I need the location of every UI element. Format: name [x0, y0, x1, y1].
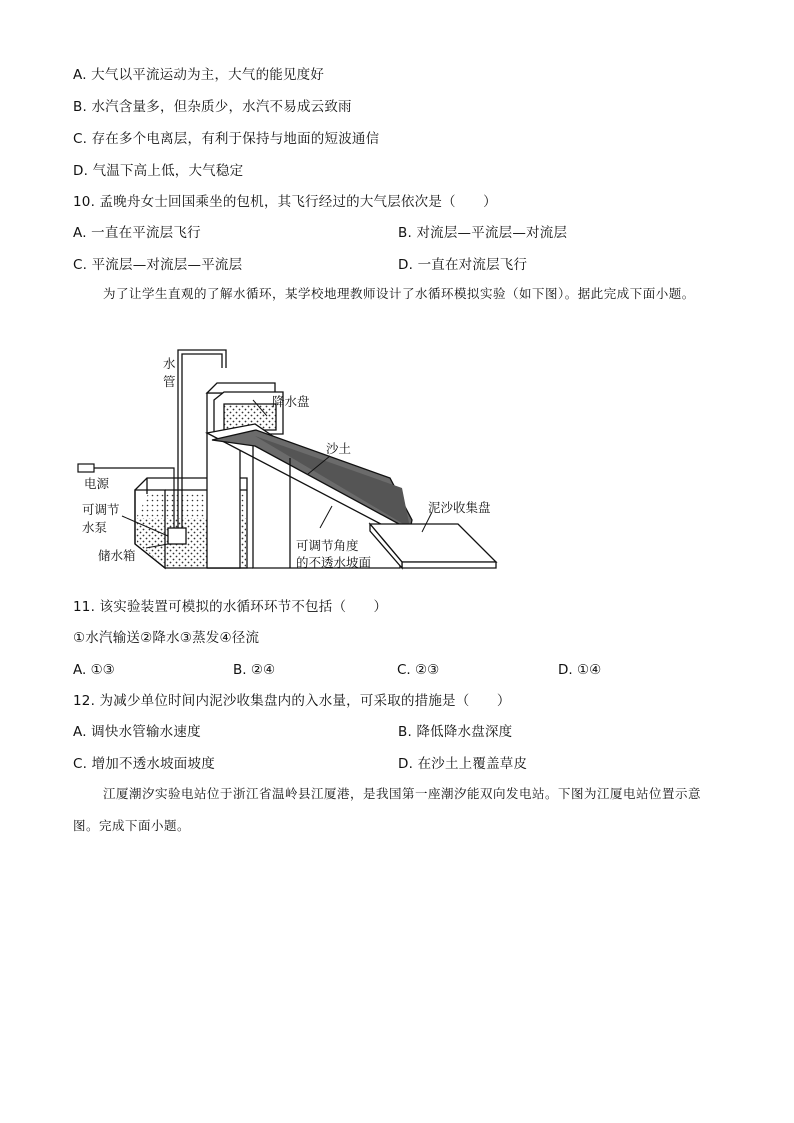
- q11-stem: 11. 该实验装置可模拟的水循环环节不包括（ ）: [73, 599, 388, 615]
- label-power: 电源: [84, 476, 110, 491]
- label-tank: 储水箱: [98, 548, 136, 563]
- adjustable-pump: [168, 528, 186, 544]
- q10-stem: 10. 孟晚舟女士回国乘坐的包机，其飞行经过的大气层依次是（ ）: [73, 194, 497, 210]
- q12-option-d: D. 在沙土上覆盖草皮: [398, 756, 528, 772]
- q10-option-d: D. 一直在对流层飞行: [398, 257, 528, 273]
- q11-items: ①水汽输送②降水③蒸发④径流: [73, 630, 260, 646]
- q11-option-d: D. ①④: [558, 662, 602, 678]
- sediment-collection-tray: [370, 524, 496, 568]
- label-precip-tray: 降水盘: [272, 394, 310, 409]
- q11-option-b: B. ②④: [233, 662, 276, 678]
- q11-option-c: C. ②③: [397, 662, 440, 678]
- q12-option-b: B. 降低降水盘深度: [398, 724, 513, 740]
- water-cycle-apparatus-figure: [70, 348, 510, 578]
- q9-option-b: B. 水汽含量多，但杂质少，水汽不易成云致雨: [73, 99, 352, 115]
- q9-option-d: D. 气温下高上低，大气稳定: [73, 163, 244, 179]
- label-pump-2: 水泵: [82, 520, 108, 535]
- label-sand-soil: 沙土: [326, 441, 352, 456]
- q9-option-c: C. 存在多个电离层，有利于保持与地面的短波通信: [73, 131, 380, 147]
- q10-option-a: A. 一直在平流层飞行: [73, 225, 201, 241]
- intro-paragraph-water-cycle: 为了让学生直观的了解水循环，某学校地理教师设计了水循环模拟实验（如下图）。据此完成下面小题。: [103, 286, 695, 301]
- q9-option-a: A. 大气以平流运动为主，大气的能见度好: [73, 67, 325, 83]
- q12-stem: 12. 为减少单位时间内泥沙收集盘内的入水量，可采取的措施是（ ）: [73, 693, 511, 709]
- label-slope-1: 可调节角度: [296, 538, 359, 553]
- q11-option-a: A. ①③: [73, 662, 115, 678]
- label-pump-1: 可调节: [82, 502, 120, 517]
- q12-option-a: A. 调快水管输水速度: [73, 724, 201, 740]
- q10-option-b: B. 对流层—平流层—对流层: [398, 225, 568, 241]
- intro-paragraph-tidal-station: 江厦潮汐实验电站位于浙江省温岭县江厦港，是我国第一座潮汐能双向发电站。下图为江厦电站位置示意图。完成下面小题。: [73, 786, 702, 833]
- q12-option-c: C. 增加不透水坡面坡度: [73, 756, 215, 772]
- label-water-pipe-2: 管: [163, 374, 176, 389]
- label-water-pipe-1: 水: [163, 356, 176, 371]
- q10-option-c: C. 平流层—对流层—平流层: [73, 257, 243, 273]
- label-collect-tray: 泥沙收集盘: [428, 500, 491, 515]
- label-slope-2: 的不透水坡面: [296, 555, 372, 570]
